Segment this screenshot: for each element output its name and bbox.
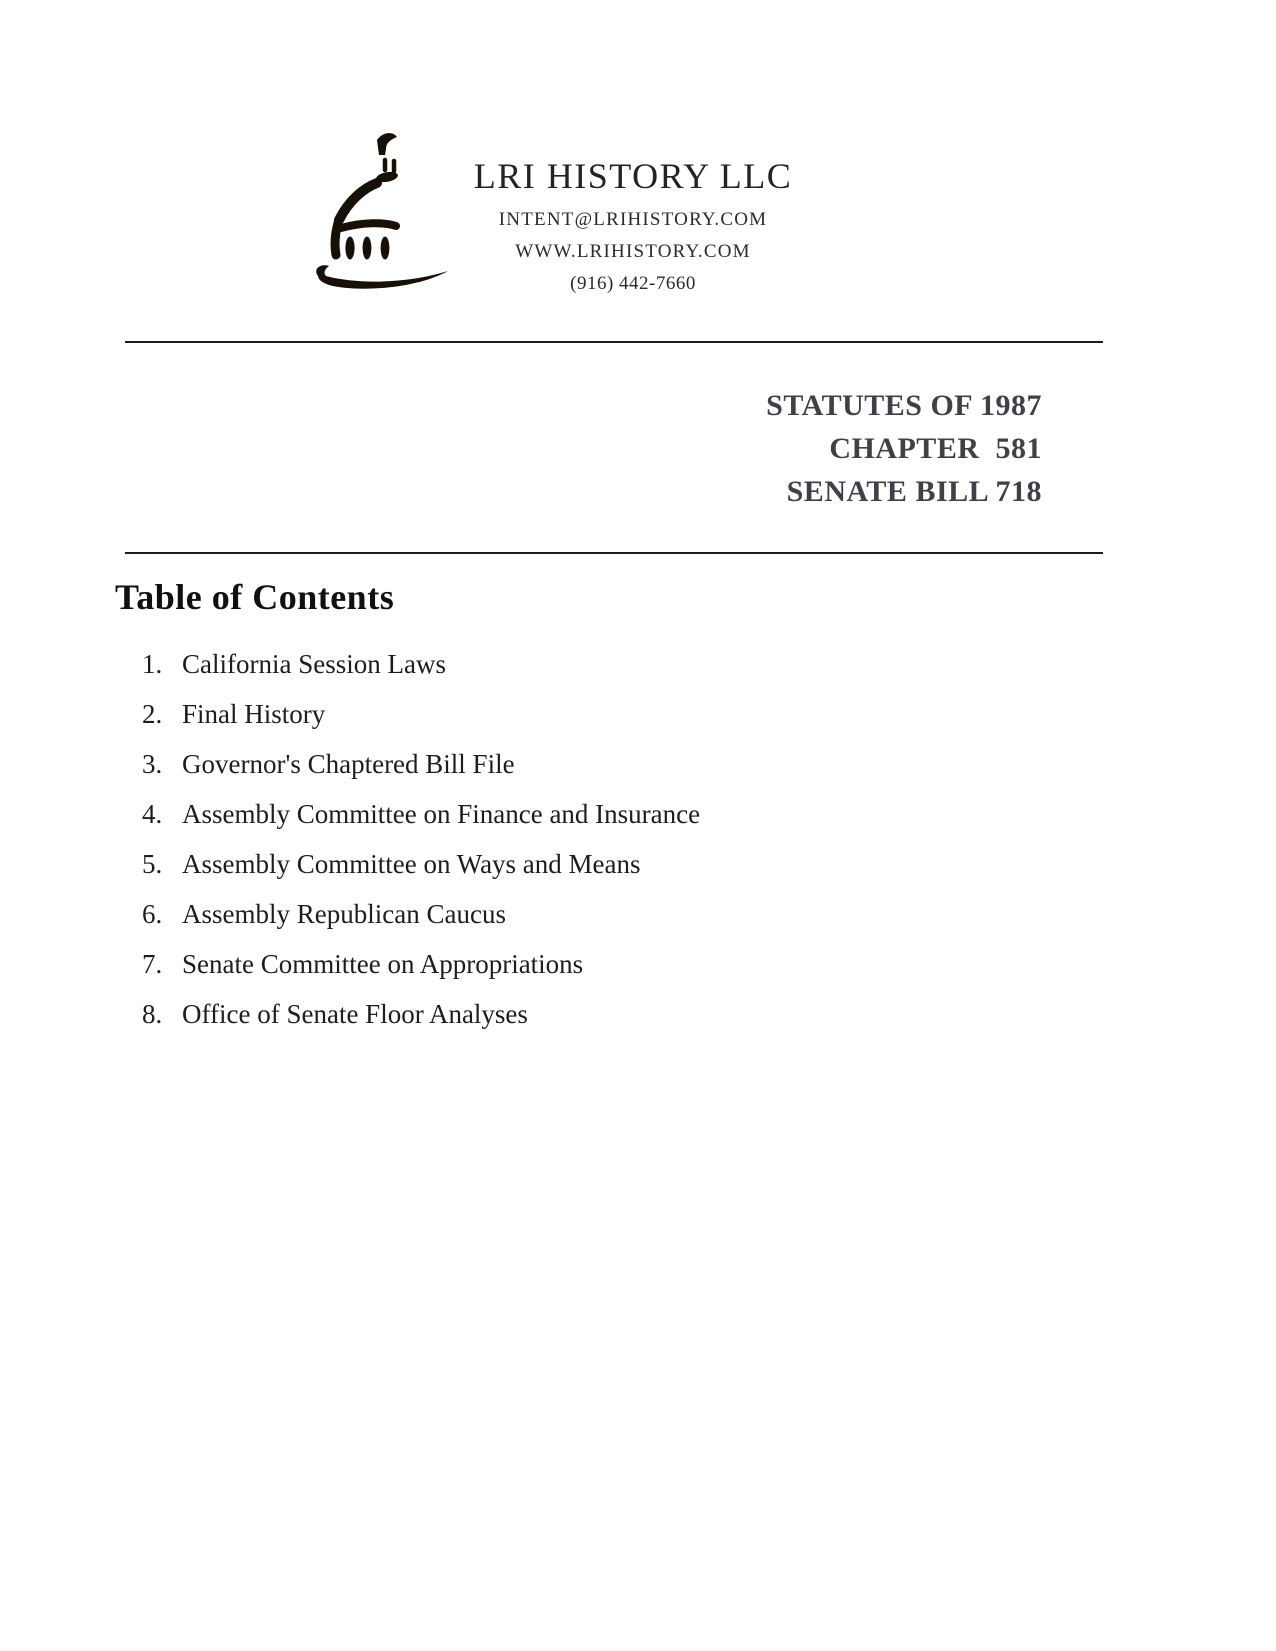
toc-item-number: 7. xyxy=(142,949,163,979)
toc-item-label: Senate Committee on Appropriations xyxy=(182,949,584,979)
company-website: WWW.LRIHISTORY.COM xyxy=(515,241,751,262)
toc-item-number: 4. xyxy=(142,799,163,829)
toc-item-number: 8. xyxy=(142,999,163,1029)
toc-item-number: 5. xyxy=(142,849,163,879)
bill-reference xyxy=(766,384,1042,513)
header xyxy=(433,156,833,305)
toc-item xyxy=(142,799,700,829)
toc-item-label: Assembly Committee on Finance and Insurance xyxy=(182,799,701,829)
toc-item-number: 2. xyxy=(142,699,163,729)
company-phone: (916) 442-7660 xyxy=(570,273,696,294)
toc-list xyxy=(142,649,700,1049)
toc-item-label: Governor's Chaptered Bill File xyxy=(182,749,515,779)
toc-item xyxy=(142,899,700,929)
chapter-line: CHAPTER 581 xyxy=(829,432,1042,465)
toc-item-number: 1. xyxy=(142,649,163,679)
toc-title: Table of Contents xyxy=(115,577,395,617)
toc-item-label: California Session Laws xyxy=(182,649,446,679)
statutes-line: STATUTES OF 1987 xyxy=(766,389,1042,422)
toc-item xyxy=(142,699,700,729)
senate-bill-line: SENATE BILL 718 xyxy=(786,475,1042,508)
toc-item-number: 6. xyxy=(142,899,163,929)
toc-item-label: Assembly Republican Caucus xyxy=(182,899,506,929)
company-email: INTENT@LRIHISTORY.COM xyxy=(498,209,768,230)
toc-item-label: Assembly Committee on Ways and Means xyxy=(182,849,641,879)
toc-item-label: Final History xyxy=(182,699,326,729)
toc-item xyxy=(142,649,700,679)
toc-item xyxy=(142,749,700,779)
toc-item xyxy=(142,849,700,879)
toc-item-number: 3. xyxy=(142,749,163,779)
divider-bottom xyxy=(125,552,1103,554)
toc-item xyxy=(142,999,700,1029)
toc-item-label: Office of Senate Floor Analyses xyxy=(182,999,528,1029)
divider-top xyxy=(125,341,1103,343)
toc-item xyxy=(142,949,700,979)
company-name: LRI HISTORY LLC xyxy=(473,156,793,196)
